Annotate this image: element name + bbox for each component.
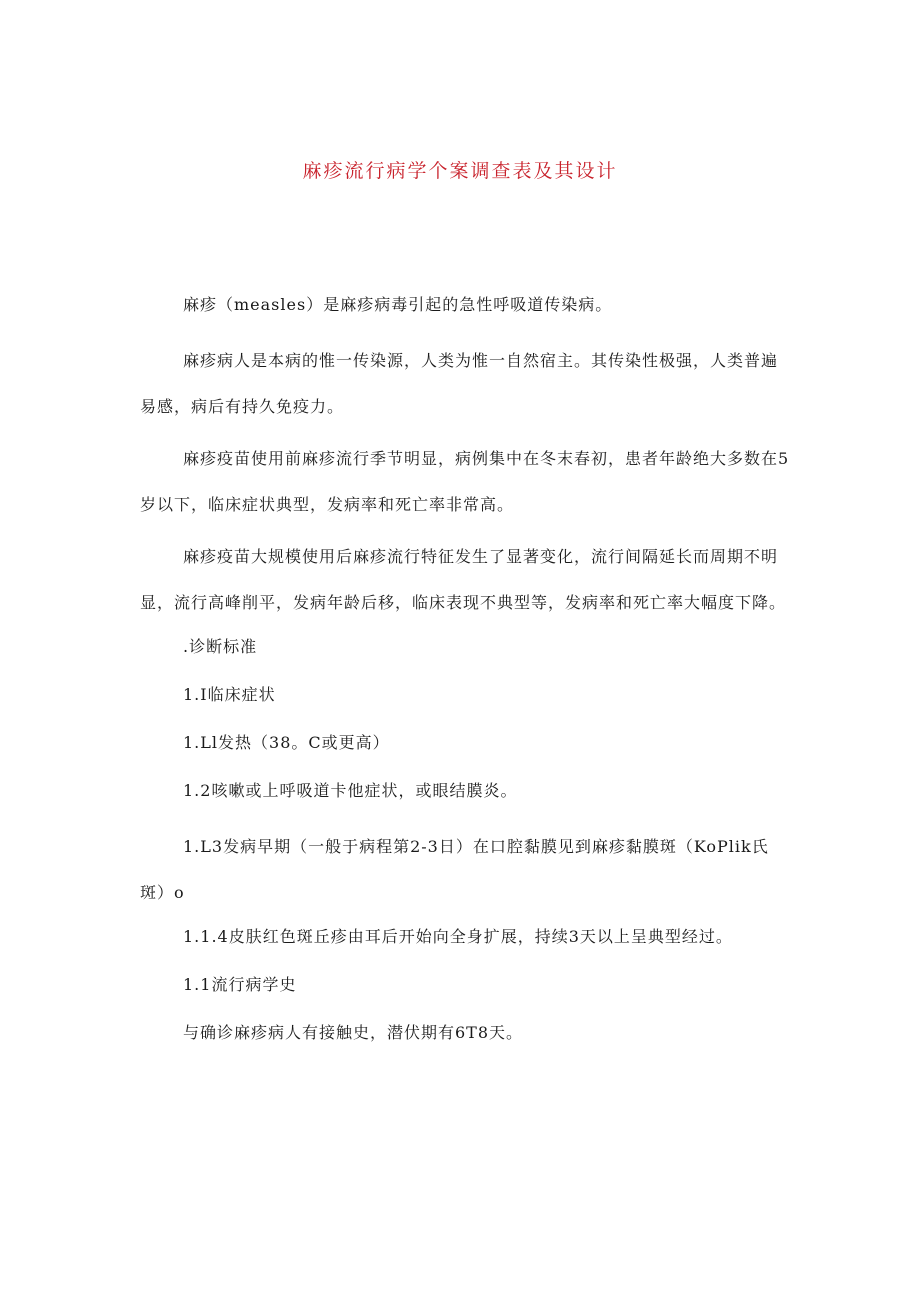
item-fever: 1.Ll发热（38。C或更高） <box>183 733 390 752</box>
paragraph-pre-vaccine: 麻疹疫苗使用前麻疹流行季节明显，病例集中在冬末春初，患者年龄绝大多数在5岁以下，临床症状典型，发病率和死亡率非常高。 <box>140 449 790 514</box>
paragraph-post-vaccine: 麻疹疫苗大规模使用后麻疹流行特征发生了显著变化，流行间隔延长而周期不明显，流行高峰削平，发病年龄后移，临床表现不典型等，发病率和死亡率大幅度下降。 <box>140 547 787 612</box>
paragraph-source: 麻疹病人是本病的惟一传染源，人类为惟一自然宿主。其传染性极强，人类普遍易感，病后有持久免疫力。 <box>140 351 779 416</box>
document-title: 麻疹流行病学个案调查表及其设计 <box>302 160 618 182</box>
item-rash: 1.1.4皮肤红色斑丘疹由耳后开始向全身扩展，持续3天以上呈典型经过。 <box>183 927 733 946</box>
heading-diagnosis-criteria: .诊断标准 <box>183 637 258 656</box>
heading-clinical-symptoms: 1.I临床症状 <box>183 685 276 704</box>
document-body <box>140 290 790 1065</box>
heading-epidemiology: 1.1流行病学史 <box>183 975 297 994</box>
item-cough: 1.2咳嗽或上呼吸道卡他症状，或眼结膜炎。 <box>183 781 518 800</box>
item-contact-history: 与确诊麻疹病人有接触史，潜伏期有6T8天。 <box>183 1023 524 1042</box>
item-koplik: 1.L3发病早期（一般于病程第2-3日）在口腔黏膜见到麻疹黏膜斑（KoPlik氏斑）o <box>140 837 769 902</box>
paragraph-intro: 麻疹（measles）是麻疹病毒引起的急性呼吸道传染病。 <box>183 295 613 314</box>
